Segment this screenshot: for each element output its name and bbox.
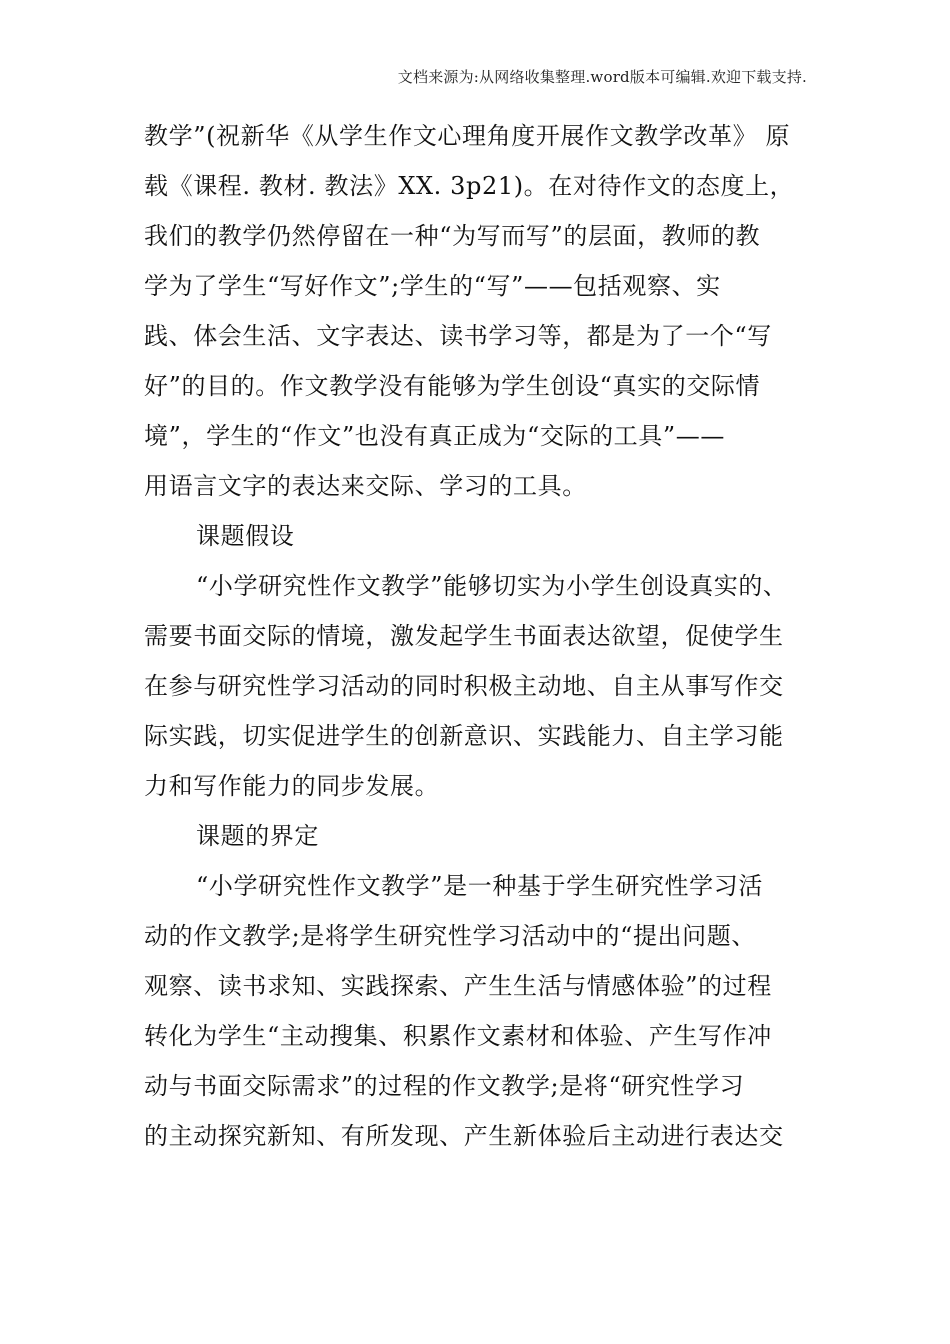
body-text-line: 需要书面交际的情境，激发起学生书面表达欲望，促使学生 bbox=[144, 622, 784, 650]
body-text-line: 我们的教学仍然停留在一种“为写而写”的层面，教师的教 bbox=[144, 222, 761, 250]
body-text-line: 动的作文教学;是将学生研究性学习活动中的“提出问题、 bbox=[144, 922, 756, 950]
body-text-line: 用语言文字的表达来交际、学习的工具。 bbox=[144, 472, 587, 500]
body-text-line: 观察、读书求知、实践探索、产生生活与情感体验”的过程 bbox=[144, 972, 772, 1000]
body-text-line: 载《课程. 教材. 教法》XX. 3p21)。在对待作文的态度上， bbox=[144, 172, 795, 200]
section-heading-definition: 课题的界定 bbox=[196, 822, 319, 850]
body-text-line: “小学研究性作文教学”是一种基于学生研究性学习活 bbox=[196, 872, 763, 900]
body-text-line: 力和写作能力的同步发展。 bbox=[144, 772, 440, 800]
body-text-line: 转化为学生“主动搜集、积累作文素材和体验、产生写作冲 bbox=[144, 1022, 772, 1050]
document-body bbox=[144, 111, 824, 1161]
body-text-line: 好”的目的。作文教学没有能够为学生创设“真实的交际情 bbox=[144, 372, 761, 400]
body-text-line: 学为了学生“写好作文”;学生的“写”——包括观察、实 bbox=[144, 272, 721, 300]
body-text-line: 在参与研究性学习活动的同时积极主动地、自主从事写作交 bbox=[144, 672, 784, 700]
document-source-header: 文档来源为:从网络收集整理.word版本可编辑.欢迎下载支持. bbox=[397, 68, 807, 86]
body-text-line: 教学”(祝新华《从学生作文心理角度开展作文教学改革》 原 bbox=[144, 122, 791, 150]
body-text-line: 境”，学生的“作文”也没有真正成为“交际的工具”—— bbox=[144, 422, 725, 450]
body-text-line: 动与书面交际需求”的过程的作文教学;是将“研究性学习 bbox=[144, 1072, 745, 1100]
body-text-line: 际实践，切实促进学生的创新意识、实践能力、自主学习能 bbox=[144, 722, 784, 750]
body-text-line: 践、体会生活、文字表达、读书学习等，都是为了一个“写 bbox=[144, 322, 772, 350]
section-heading-hypothesis: 课题假设 bbox=[196, 522, 295, 550]
body-text-line: “小学研究性作文教学”能够切实为小学生创设真实的、 bbox=[196, 572, 788, 600]
body-text-line: 的主动探究新知、有所发现、产生新体验后主动进行表达交 bbox=[144, 1122, 784, 1150]
